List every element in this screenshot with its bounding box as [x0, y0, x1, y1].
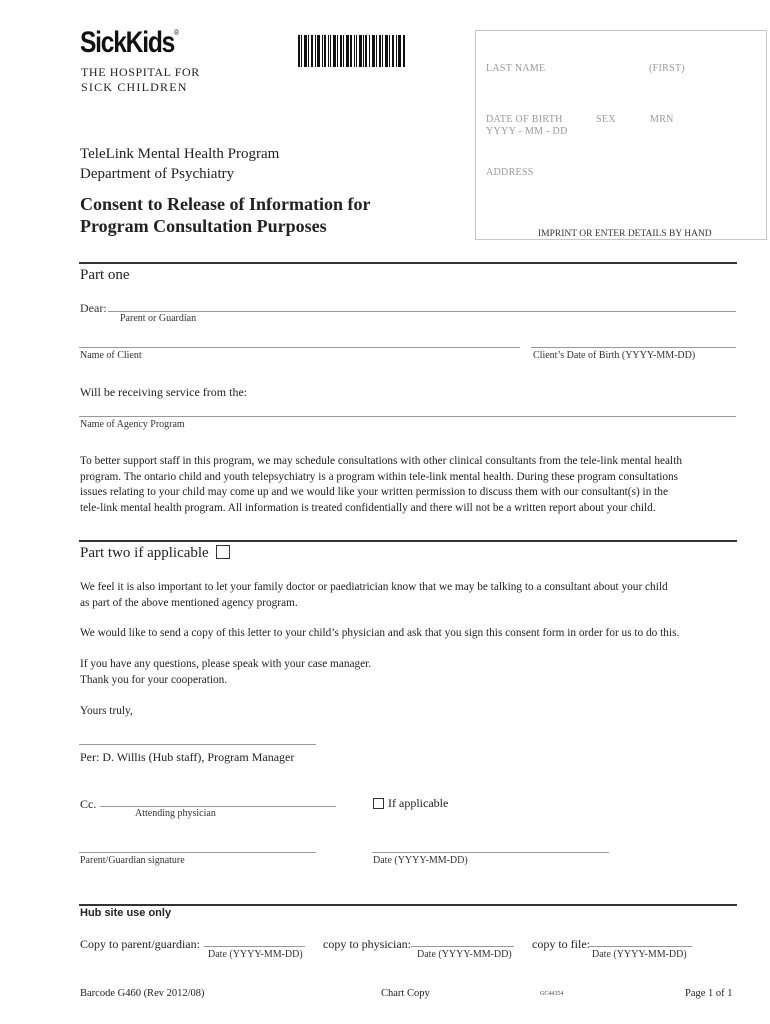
signature-date-input-line[interactable]: [372, 852, 609, 853]
client-name-label: Name of Client: [80, 350, 142, 361]
dear-label: Dear:: [80, 301, 107, 315]
paragraph-line: To better support staff in this program, we may schedule consultations with other clinical consultants from the tele-link mental health: [80, 455, 682, 467]
if-applicable-option: [373, 796, 448, 811]
patient-imprint-box[interactable]: [475, 30, 767, 240]
parent-signature-input-line[interactable]: [79, 852, 316, 853]
hub-heading: Hub site use only: [80, 907, 172, 919]
client-dob-input-line[interactable]: [531, 347, 736, 348]
receiving-service-label: Will be receiving service from the:: [80, 385, 248, 399]
thanks-text: Thank you for your cooperation.: [80, 674, 228, 686]
client-name-input-line[interactable]: [79, 347, 520, 348]
if-applicable-label: If applicable: [388, 796, 449, 810]
imprint-dob-format: YYYY - MM - DD: [486, 126, 568, 137]
imprint-sex-label: SEX: [596, 114, 616, 125]
part-two-top-rule: [79, 540, 737, 542]
copy-parent-label: Copy to parent/guardian:: [80, 937, 200, 951]
part-one-paragraph: [80, 454, 745, 516]
part-two-heading-text: Part two if applicable: [80, 545, 209, 561]
footer-barcode-rev: Barcode G460 (Rev 2012/08): [80, 988, 205, 999]
parent-guardian-input-line[interactable]: [108, 311, 736, 312]
paragraph-line: tele-link mental health program. All information is treated confidentially and there will not be a written report about your child.: [80, 501, 656, 514]
form-title-line1: Consent to Release of Information for: [80, 194, 371, 214]
program-name: TeleLink Mental Health Program: [80, 146, 280, 162]
logo-text: SickKids: [80, 26, 175, 59]
part-two-paragraph1: [80, 580, 745, 611]
client-dob-label: Client’s Date of Birth (YYYY-MM-DD): [533, 350, 696, 361]
attending-physician-label: Attending physician: [135, 808, 216, 819]
copy-parent-date-label: Date (YYYY-MM-DD): [208, 949, 303, 960]
paragraph-line: as part of the above mentioned agency program.: [80, 596, 298, 609]
part-two-checkbox[interactable]: [216, 545, 230, 559]
questions-text: If you have any questions, please speak with your case manager.: [80, 658, 372, 670]
copy-file-label: copy to file:: [532, 937, 590, 951]
hospital-logo: [80, 26, 178, 60]
part-one-heading: Part one: [80, 267, 130, 283]
hub-top-rule: [79, 904, 737, 906]
registered-mark: ®: [174, 28, 178, 37]
footer-page-number: Page 1 of 1: [685, 988, 733, 999]
paragraph-line: We feel it is also important to let your family doctor or paediatrician know that we may be talking to a consultant about your child: [80, 581, 668, 593]
paragraph-line: issues relating to your child may come up and we would like your written permission to discuss them with our consultant(s) in the: [80, 486, 668, 498]
paragraph-line: program. The ontario child and youth telepsychiatry is a program within tele-link mental health. During these program consultations: [80, 470, 679, 483]
imprint-mrn-label: MRN: [650, 114, 674, 125]
parent-signature-label: Parent/Guardian signature: [80, 855, 185, 866]
copy-physician-label: copy to physician:: [323, 937, 411, 951]
imprint-last-name-label: LAST NAME: [486, 63, 546, 74]
part-one-top-rule: [79, 262, 737, 264]
barcode-graphic: [298, 35, 406, 67]
copy-file-date-label: Date (YYYY-MM-DD): [592, 949, 687, 960]
imprint-address-label: ADDRESS: [486, 167, 534, 178]
imprint-footer: IMPRINT OR ENTER DETAILS BY HAND: [538, 229, 712, 239]
imprint-first-name-label: (FIRST): [649, 63, 685, 74]
per-signatory-text: Per: D. Willis (Hub staff), Program Manager: [80, 750, 295, 764]
parent-guardian-label: Parent or Guardian: [120, 313, 197, 324]
signature-date-label: Date (YYYY-MM-DD): [373, 855, 468, 866]
copy-file-input-line[interactable]: [589, 946, 692, 947]
footer-form-code: GC44354: [540, 991, 564, 997]
hospital-name-line2: SICK CHILDREN: [81, 80, 188, 94]
yours-truly-text: Yours truly,: [80, 705, 133, 717]
agency-program-input-line[interactable]: [79, 416, 736, 417]
hospital-name-line1: THE HOSPITAL FOR: [81, 65, 200, 79]
department-name: Department of Psychiatry: [80, 166, 235, 182]
copy-physician-date-label: Date (YYYY-MM-DD): [417, 949, 512, 960]
footer-chart-copy: Chart Copy: [381, 988, 430, 999]
attending-physician-input-line[interactable]: [100, 806, 336, 807]
copy-physician-input-line[interactable]: [411, 946, 514, 947]
part-two-heading: [80, 545, 230, 562]
signature-line[interactable]: [79, 744, 316, 745]
agency-program-label: Name of Agency Program: [80, 419, 185, 430]
cc-label: Cc.: [80, 797, 97, 811]
form-title-line2: Program Consultation Purposes: [80, 216, 327, 236]
if-applicable-checkbox[interactable]: [373, 798, 384, 809]
copy-parent-input-line[interactable]: [204, 946, 305, 947]
imprint-dob-label: DATE OF BIRTH: [486, 114, 563, 125]
part-two-paragraph2: We would like to send a copy of this letter to your child’s physician and ask that you sign this consent form in order for us to do this.: [80, 627, 680, 639]
